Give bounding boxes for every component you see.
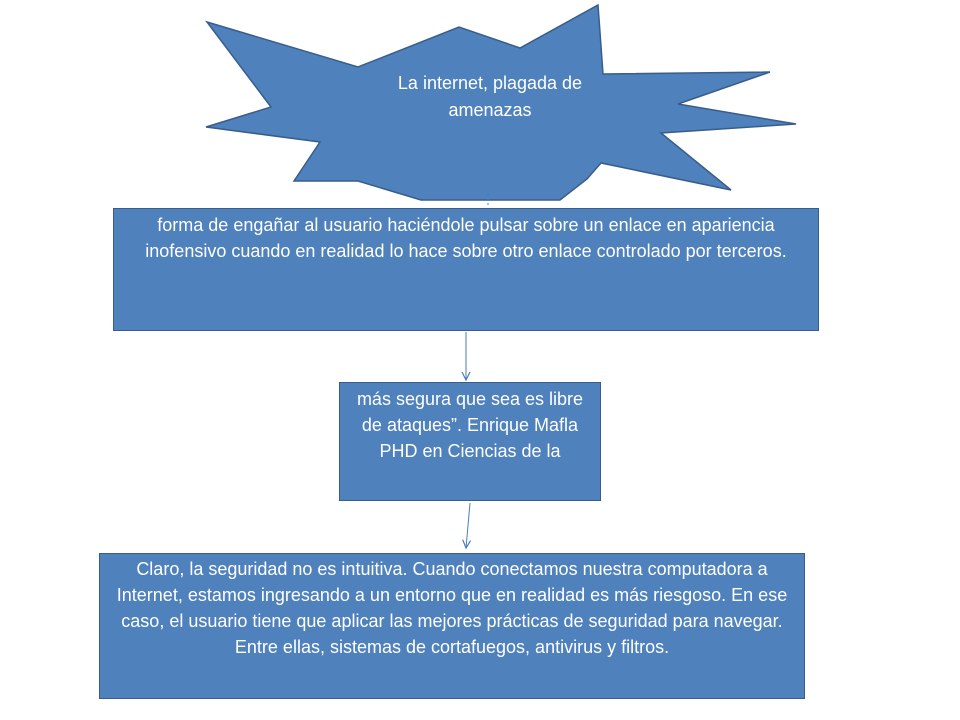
quote-text: más segura que sea es libre de ataques”. Enrique Mafla PHD en Ciencias de la: [356, 389, 584, 462]
definition-text: forma de engañar al usuario haciéndole pulsar sobre un enlace en apariencia inofensivo cuando en realidad lo hace sobre otro enlace controlado por terceros.: [145, 215, 787, 262]
definition-box: [113, 208, 819, 331]
security-explanation-text: Claro, la seguridad no es intuitiva. Cuando conectamos nuestra computadora a Internet, estamos ingresando a un entorno que en realidad es más riesgoso. En ese caso, el usuario tiene que aplicar las mejores prácticas de seguridad para navegar. Entre ellas, sistemas de cortafuegos, antivirus y filtros.: [116, 559, 788, 658]
security-explanation-box: [99, 553, 805, 699]
quote-box: [339, 382, 601, 501]
connector-quote-to-claro: [466, 503, 470, 548]
explosion-title: La internet, plagada de amenazas: [397, 73, 583, 120]
